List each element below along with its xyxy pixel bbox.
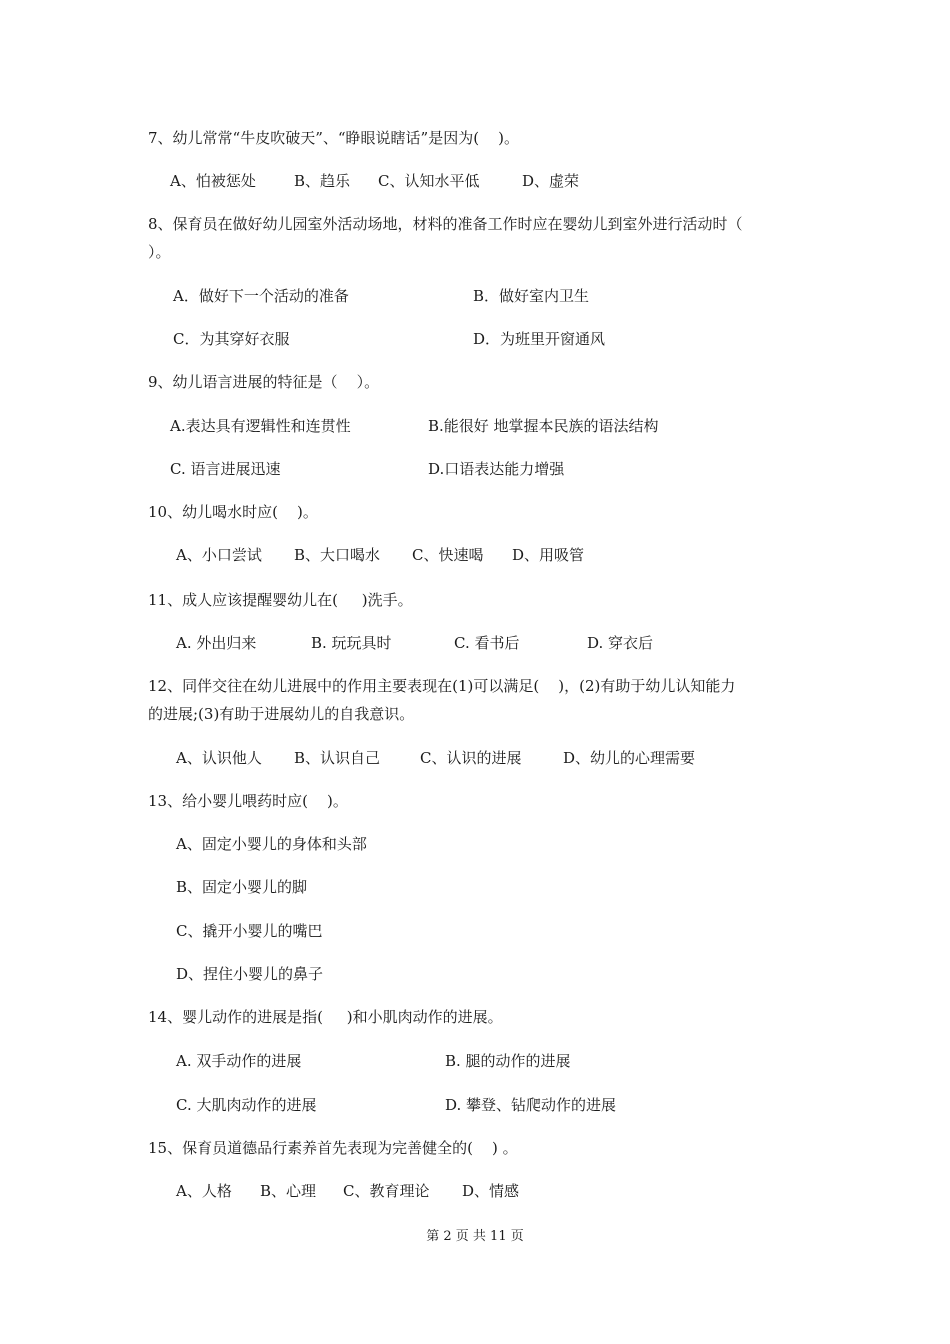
question-11-option-b: B. 玩玩具时 — [311, 634, 392, 652]
question-14-option-b: B. 腿的动作的进展 — [445, 1052, 571, 1070]
question-12-option-b: B、认识自己 — [294, 749, 381, 767]
question-12-stem-continued: 的进展;(3)有助于进展幼儿的自我意识。 — [148, 705, 415, 723]
question-7-stem: 7、幼儿常常“牛皮吹破天”、“睁眼说瞎话”是因为( )。 — [148, 129, 519, 147]
question-11-stem: 11、成人应该提醒婴幼儿在( )洗手。 — [148, 591, 413, 609]
question-15-option-d: D、情感 — [462, 1182, 520, 1200]
page-number-footer: 第 2 页 共 11 页 — [426, 1229, 524, 1244]
question-14-option-a: A. 双手动作的进展 — [176, 1052, 302, 1070]
question-8-option-b: B．做好室内卫生 — [473, 287, 590, 305]
question-14-option-d: D. 攀登、钻爬动作的进展 — [445, 1096, 617, 1114]
question-9-option-a: A.表达具有逻辑性和连贯性 — [170, 417, 351, 435]
question-10-option-b: B、大口喝水 — [294, 546, 381, 564]
question-11-option-c: C. 看书后 — [454, 634, 520, 652]
question-10-stem: 10、幼儿喝水时应( )。 — [148, 503, 318, 521]
question-7-option-d: D、虚荣 — [522, 172, 580, 190]
question-14-option-c: C. 大肌肉动作的进展 — [176, 1096, 317, 1114]
question-7-option-b: B、趋乐 — [294, 172, 351, 190]
question-13-option-c: C、撬开小婴儿的嘴巴 — [176, 922, 323, 940]
question-12-option-d: D、幼儿的心理需要 — [563, 749, 696, 767]
question-12-option-a: A、认识他人 — [176, 749, 262, 767]
question-8-option-c: C．为其穿好衣服 — [173, 330, 290, 348]
question-14-stem: 14、婴儿动作的进展是指( )和小肌肉动作的进展。 — [148, 1008, 503, 1026]
question-11-option-a: A. 外出归来 — [176, 634, 257, 652]
question-9-option-b: B.能很好 地掌握本民族的语法结构 — [428, 417, 659, 435]
question-7-option-c: C、认知水平低 — [378, 172, 480, 190]
question-9-option-d: D.口语表达能力增强 — [428, 460, 565, 478]
question-15-option-a: A、人格 — [176, 1182, 232, 1200]
question-15-option-b: B、心理 — [260, 1182, 317, 1200]
question-12-option-c: C、认识的进展 — [420, 749, 522, 767]
question-13-option-a: A、固定小婴儿的身体和头部 — [176, 835, 367, 853]
question-8-stem: 8、保育员在做好幼儿园室外活动场地，材料的准备工作时应在婴幼儿到室外进行活动时（ — [148, 215, 743, 233]
question-9-option-c: C. 语言进展迅速 — [170, 460, 281, 478]
question-12-stem: 12、同伴交往在幼儿进展中的作用主要表现在(1)可以满足( )，(2)有助于幼儿认知能力 — [148, 677, 736, 695]
question-11-option-d: D. 穿衣后 — [587, 634, 654, 652]
question-8-option-a: A．做好下一个活动的准备 — [173, 287, 349, 305]
question-9-stem: 9、幼儿语言进展的特征是（ ）。 — [148, 373, 380, 391]
question-13-option-b: B、固定小婴儿的脚 — [176, 878, 308, 896]
question-10-option-c: C、快速喝 — [412, 546, 484, 564]
question-7-option-a: A、怕被惩处 — [170, 172, 256, 190]
question-13-option-d: D、捏住小婴儿的鼻子 — [176, 965, 324, 983]
question-13-stem: 13、给小婴儿喂药时应( )。 — [148, 792, 348, 810]
question-8-stem-continued: ）。 — [148, 243, 171, 261]
question-10-option-a: A、小口尝试 — [176, 546, 262, 564]
question-15-option-c: C、教育理论 — [343, 1182, 430, 1200]
question-10-option-d: D、用吸管 — [512, 546, 585, 564]
question-15-stem: 15、保育员道德品行素养首先表现为完善健全的( ) 。 — [148, 1139, 518, 1157]
question-8-option-d: D．为班里开窗通风 — [473, 330, 606, 348]
